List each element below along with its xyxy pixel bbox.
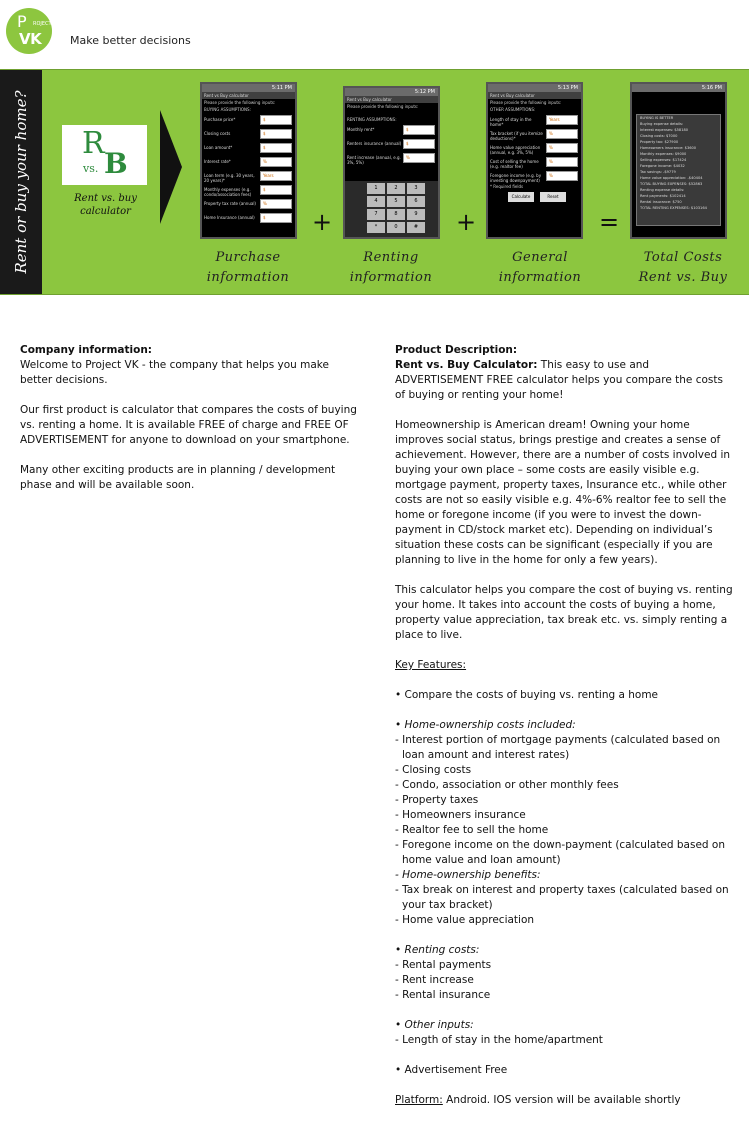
list-item: - Realtor fee to sell the home	[395, 824, 549, 836]
input-field[interactable]: $	[260, 213, 292, 223]
app-titlebar: Rent vs Buy calculator	[202, 92, 295, 99]
rb-caption	[58, 192, 153, 218]
ownership-benefits-heading: - Home-ownership benefits:	[395, 869, 541, 881]
result-line: Buying expense details:	[640, 122, 684, 126]
input-row	[202, 197, 295, 211]
plus-sign-1: +	[312, 208, 333, 236]
input-label: Foregone income (e.g. by investing downpayment)	[490, 173, 542, 183]
company-p2: Our first product is calculator that compares the costs of buying vs. renting a home. It is available FREE of charge and FREE OF ADVERTISEMENT for anyone to download on your smartphone.	[20, 404, 357, 446]
result-line: Selling expenses: $17424	[640, 158, 687, 162]
section-label: RENTING ASSUMPTIONS:	[347, 117, 397, 122]
input-label: Home Insurance (annual)	[204, 215, 255, 220]
chevron-right-icon	[160, 110, 182, 224]
reset-button[interactable]: Reset	[540, 192, 566, 202]
company-p1: Welcome to Project VK - the company that helps you make better decisions.	[20, 359, 329, 386]
input-field[interactable]: Years	[546, 115, 578, 125]
input-label: Property tax rate (annual)	[204, 201, 256, 206]
input-label: Interest rate*	[204, 159, 231, 164]
result-line: Rent payments: $102414	[640, 194, 686, 198]
keyboard-key[interactable]: 8	[387, 209, 405, 220]
keyboard-key[interactable]: 7	[367, 209, 385, 220]
tagline: Make better decisions	[70, 34, 191, 47]
input-field[interactable]: $	[260, 115, 292, 125]
section-label: OTHER ASSUMPTIONS:	[490, 107, 536, 112]
input-row	[345, 137, 438, 151]
company-heading: Company information:	[20, 344, 153, 356]
button-row	[488, 190, 581, 204]
input-row	[202, 141, 295, 155]
renting-costs-heading: • Renting costs:	[395, 944, 480, 956]
side-text: Rent or buy your home?	[12, 90, 30, 274]
result-line: Foregone income: $4032	[640, 164, 685, 168]
keyboard-key[interactable]: 3	[407, 183, 425, 194]
input-field[interactable]: $	[260, 143, 292, 153]
list-item: - Rental insurance	[395, 989, 491, 1001]
platform-label: Platform:	[395, 1094, 443, 1106]
input-field[interactable]: Years	[260, 171, 292, 181]
input-label: Purchase price*	[204, 117, 236, 122]
keyboard-key[interactable]: #	[407, 222, 425, 233]
result-line: TOTAL RENTING EXPENSES: $103164	[640, 206, 707, 210]
caption-line1: Total Costs	[643, 250, 723, 265]
rb-logo-b: B	[104, 147, 128, 180]
product-intro-text: This easy to use and ADVERTISEMENT FREE calculator helps you compare the costs of buying or renting your home!	[395, 359, 723, 401]
caption-line2: information	[349, 270, 433, 285]
input-label: Cost of selling the home (e.g. realtor fee)	[490, 159, 539, 169]
caption-line2: Rent vs. Buy	[638, 270, 728, 285]
list-item: - Property taxes	[395, 794, 479, 806]
input-label: Tax bracket (if you itemize deductions)*	[490, 131, 543, 141]
list-item: - Interest portion of mortgage payments (calculated based on loan amount and interest rates)	[395, 734, 721, 761]
caption-purchase	[193, 248, 303, 288]
product-heading: Product Description:	[395, 344, 518, 356]
status-bar: 5:11 PM	[202, 84, 295, 92]
input-field[interactable]: %	[546, 157, 578, 167]
caption-line1: Renting	[363, 250, 419, 265]
status-bar: 5:13 PM	[488, 84, 581, 92]
product-name: Rent vs. Buy Calculator:	[395, 359, 538, 371]
input-label: Length of stay in the home*	[490, 117, 532, 127]
list-item: - Condo, association or other monthly fees	[395, 779, 619, 791]
caption-line2: information	[498, 270, 582, 285]
input-row	[345, 151, 438, 165]
list-item: - Closing costs	[395, 764, 472, 776]
input-field[interactable]: $	[260, 129, 292, 139]
list-item: - Home value appreciation	[395, 914, 535, 926]
banner	[0, 69, 749, 295]
input-row	[488, 155, 581, 169]
result-line: BUYING IS BETTER	[640, 116, 674, 120]
instructions: Please provide the following inputs:	[347, 104, 419, 109]
result-line: Interest expenses: $58180	[640, 128, 689, 132]
product-p2: Homeownership is American dream! Owning your home improves social status, brings prestige and creates a sense of achievement. However, there are a number of costs involved in buying your own place – some costs are easily visible e.g. mortgage payment, property taxes, Insurance etc., while other costs are not so easily visible e.g. 4%-6% realtor fee to sell the home or foregone income (if you were to invest the down-payment in CD/stock market etc). Depending on individual’s situation these costs can be significant (especially if you are planning to live in the home for only a few years).	[395, 419, 731, 566]
input-field[interactable]: $	[260, 185, 292, 195]
status-bar: 5:16 PM	[632, 84, 725, 92]
input-field[interactable]: $	[403, 125, 435, 135]
input-label: Monthly rent*	[347, 127, 375, 132]
logo-project: ROJECT	[33, 21, 52, 27]
rb-logo-vs: vs.	[83, 162, 99, 175]
input-field[interactable]: %	[403, 153, 435, 163]
input-row	[488, 113, 581, 127]
result-line: TOTAL BUYING EXPENSES: $52863	[640, 182, 703, 186]
phone-renting	[343, 86, 440, 239]
caption-renting	[336, 248, 446, 288]
list-item: - Length of stay in the home/apartment	[395, 1034, 603, 1046]
calculate-button[interactable]: Calculate	[508, 192, 534, 202]
list-item: - Tax break on interest and property taxes (calculated based on your tax bracket)	[395, 884, 729, 911]
input-label: Loan term (e.g. 30 years, 20 years)*	[204, 173, 255, 183]
numeric-keyboard	[345, 181, 438, 237]
phone-purchase	[200, 82, 297, 239]
result-line: Tax savings: -$9779	[640, 170, 676, 174]
logo-vk: VK	[19, 30, 42, 48]
input-field[interactable]: %	[546, 129, 578, 139]
product-p3: This calculator helps you compare the cost of buying vs. renting your home. It takes into account the costs of buying a home, property value appreciation, tax break etc. vs. simply renting a place to live.	[395, 584, 733, 641]
keyboard-key[interactable]: 1	[367, 183, 385, 194]
feature-adfree: • Advertisement Free	[395, 1064, 508, 1076]
app-titlebar: Rent vs Buy calculator	[345, 96, 438, 103]
keyboard-key[interactable]: 6	[407, 196, 425, 207]
keyboard-key[interactable]: 5	[387, 196, 405, 207]
list-item: - Rent increase	[395, 974, 474, 986]
input-row	[488, 141, 581, 155]
required-note: * Required fields	[490, 184, 524, 189]
input-field[interactable]: $	[403, 139, 435, 149]
caption-line1: General	[512, 250, 568, 265]
key-features-heading: Key Features:	[395, 659, 467, 671]
status-bar: 5:12 PM	[345, 88, 438, 96]
input-field[interactable]: %	[260, 199, 292, 209]
keyboard-key[interactable]: 2	[387, 183, 405, 194]
input-label: Home value appreciation (annual, e.g. 3%, 5%)	[490, 145, 541, 155]
instructions: Please provide the following inputs:	[204, 100, 276, 105]
input-row	[488, 127, 581, 141]
logo-p: P	[17, 12, 27, 31]
input-row	[202, 113, 295, 127]
company-p3: Many other exciting products are in planning / development phase and will be available soon.	[20, 464, 336, 491]
result-line: Monthly expenses: $9000	[640, 152, 687, 156]
input-row	[202, 127, 295, 141]
input-row	[488, 169, 581, 183]
plus-sign-2: +	[456, 208, 477, 236]
caption-line1: Purchase	[215, 250, 281, 265]
rb-caption-line1: Rent vs. buy	[74, 193, 137, 204]
keyboard-key[interactable]: *	[367, 222, 385, 233]
platform-text: Android. IOS version will be available shortly	[442, 1094, 681, 1106]
keyboard-key[interactable]: 4	[367, 196, 385, 207]
result-line: Homeowners insurance: $3600	[640, 146, 697, 150]
input-field[interactable]: %	[546, 171, 578, 181]
result-line: Renting expense details:	[640, 188, 685, 192]
results-dialog	[636, 114, 721, 226]
feature-compare: • Compare the costs of buying vs. renting a home	[395, 689, 659, 701]
rb-caption-line2: calculator	[80, 206, 131, 217]
list-item: - Foregone income on the down-payment (calculated based on home value and loan amount)	[395, 839, 726, 866]
caption-line2: information	[206, 270, 290, 285]
input-label: Loan amount*	[204, 145, 233, 150]
keyboard-key[interactable]: 9	[407, 209, 425, 220]
input-label: Closing costs	[204, 131, 231, 136]
section-label: BUYING ASSUMPTIONS:	[204, 107, 251, 112]
project-vk-logo	[6, 8, 52, 54]
instructions: Please provide the following inputs:	[490, 100, 562, 105]
input-row	[202, 183, 295, 197]
list-item: - Rental payments	[395, 959, 492, 971]
rb-logo	[62, 125, 147, 185]
input-field[interactable]: %	[546, 143, 578, 153]
app-titlebar: Rent vs Buy calculator	[488, 92, 581, 99]
input-field[interactable]: %	[260, 157, 292, 167]
rb-logo-r: R	[82, 126, 105, 161]
result-line: Rental insurance: $750	[640, 200, 682, 204]
input-row	[202, 211, 295, 225]
product-intro	[395, 358, 735, 403]
input-row	[345, 123, 438, 137]
input-label: Monthly expenses (e.g. condo/association fees)	[204, 187, 252, 197]
equals-sign: =	[599, 208, 620, 236]
caption-total	[625, 248, 741, 288]
phone-total	[630, 82, 727, 239]
side-strip	[0, 70, 42, 294]
phone-general	[486, 82, 583, 239]
input-row	[202, 155, 295, 169]
result-line: Closing costs: $7000	[640, 134, 678, 138]
result-line: Property tax: $27900	[640, 140, 679, 144]
platform-line	[395, 1093, 735, 1108]
other-inputs-heading: • Other inputs:	[395, 1019, 474, 1031]
input-label: Renters insurance (annual)	[347, 141, 402, 146]
company-info	[20, 343, 360, 493]
input-row	[202, 169, 295, 183]
result-line: Home value appreciation: -$40404	[640, 176, 703, 180]
input-label: Rent increase (annual, e.g. 3%, 5%)	[347, 155, 401, 165]
product-description	[395, 343, 735, 1108]
list-item: - Homeowners insurance	[395, 809, 526, 821]
ownership-costs-heading: • Home-ownership costs included:	[395, 719, 576, 731]
caption-general	[485, 248, 595, 288]
keyboard-key[interactable]: 0	[387, 222, 405, 233]
